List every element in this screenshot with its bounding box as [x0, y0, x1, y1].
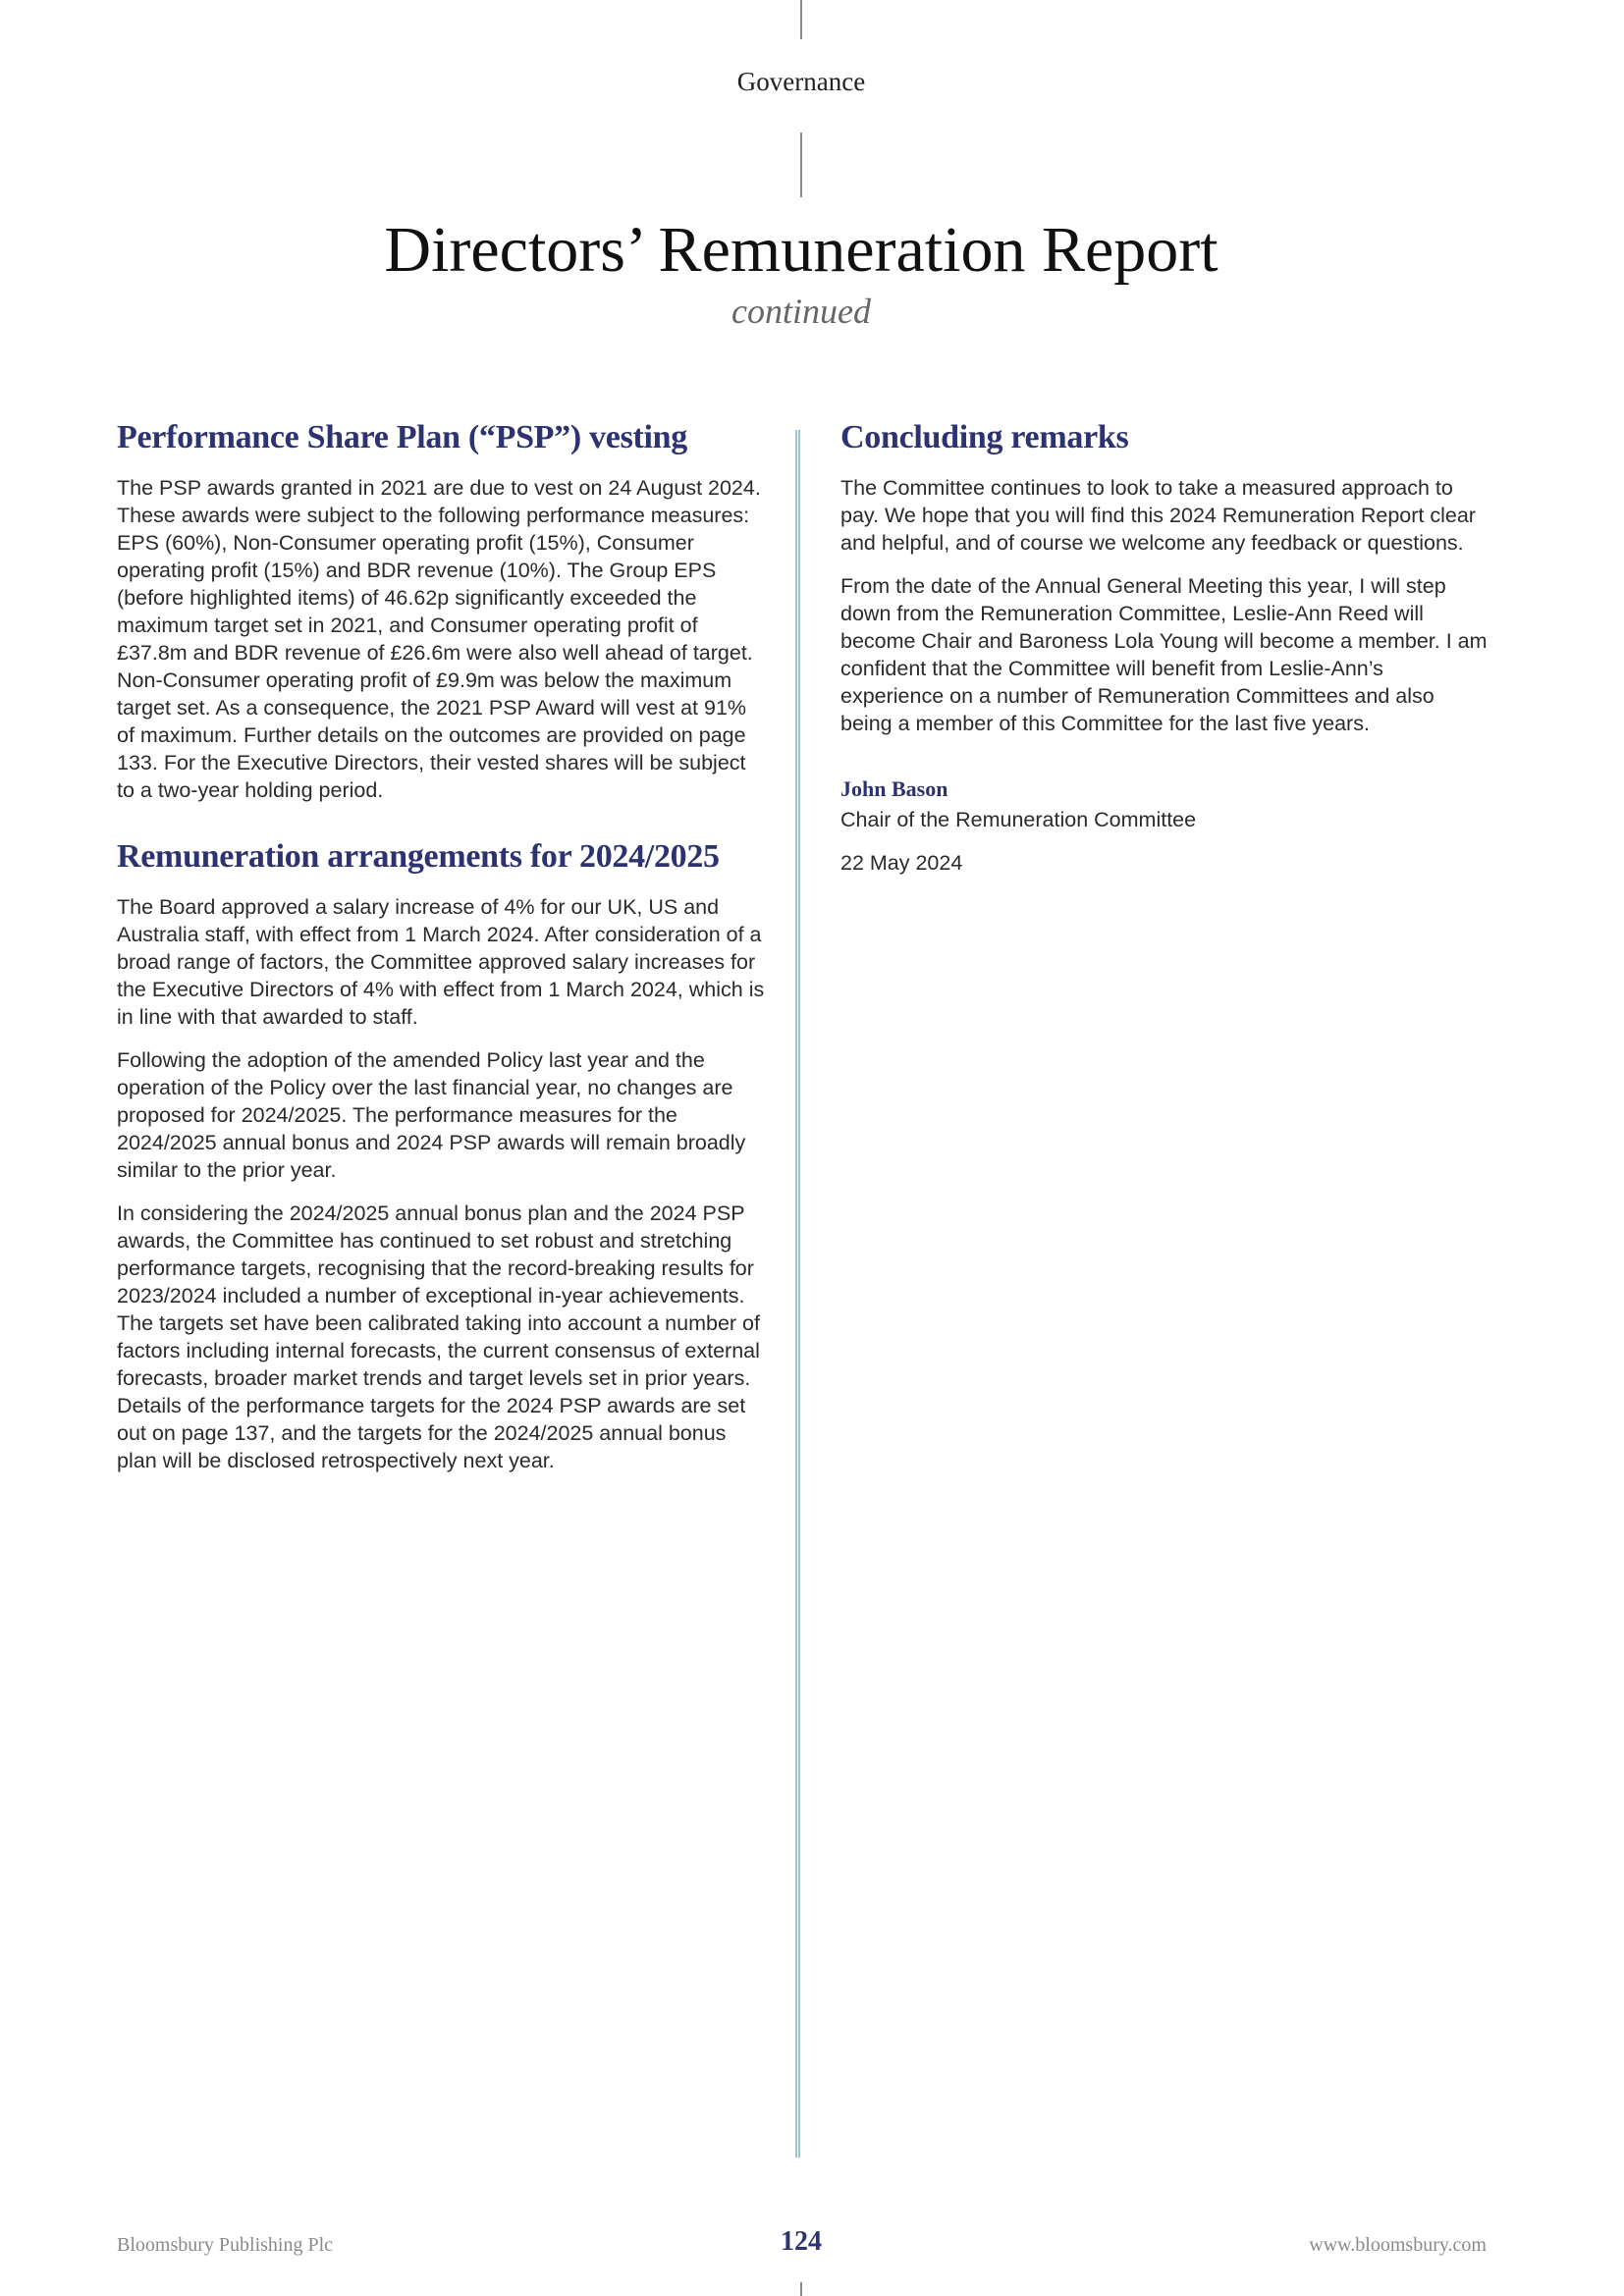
page-title: Directors’ Remuneration Report — [384, 214, 1218, 286]
footer-company: Bloomsbury Publishing Plc — [117, 2234, 334, 2256]
concluding-paragraph-2: From the date of the Annual General Meeting this year, I will step down from the Remuneration Committee, Leslie-Ann Reed will become Chair and Baroness Lola Young will become a member. I am confident that the Committee will benefit from Leslie-Ann’s experience on a number of Remuneration Committees and also being a member of this Committee for the last five years. — [840, 573, 1488, 735]
right-column — [840, 418, 1489, 877]
signatory-role: Chair of the Remuneration Committee — [840, 807, 1197, 831]
psp-vesting-section — [117, 418, 765, 804]
remuneration-arrangements-section — [117, 837, 765, 1474]
arrangements-paragraph-2: Following the adoption of the amended Policy last year and the operation of the Policy over the last financial year, no changes are proposed for 2024/2025. The performance measures for the 2024/2025 annual bonus and 2024 PSP awards will remain broadly similar to the prior year. — [117, 1047, 746, 1182]
signature-date: 22 May 2024 — [840, 850, 963, 875]
left-column — [117, 418, 765, 1490]
concluding-remarks-section — [840, 418, 1489, 737]
page-number: 124 — [781, 2226, 822, 2257]
top-rule — [800, 0, 802, 39]
signature-block — [840, 776, 1489, 877]
arrangements-paragraph-3: In considering the 2024/2025 annual bonus plan and the 2024 PSP awards, the Committee has continued to set robust and stretching performance targets, recognising that the record-breaking results for 2023/2024 included a number of exceptional in-year achievements. The targets set have been calibrated taking into account a number of factors including internal forecasts, the current consensus of external forecasts, broader market trends and target levels set in prior years. Details of the performance targets for the 2024 PSP awards are set out on page 137, and the targets for the 2024/2025 annual bonus plan will be disclosed retrospectively next year. — [117, 1201, 760, 1472]
psp-vesting-paragraph: The PSP awards granted in 2021 are due to vest on 24 August 2024. These awards were subject to the following performance measures: EPS (60%), Non-Consumer operating profit (15%), Consumer operating profit (15%) and BDR revenue (10%). The Group EPS (before highlighted items) of 46.62p significantly exceeded the maximum target set in 2021, and Consumer operating profit of £37.8m and BDR revenue of £26.6m were also well ahead of target. Non-Consumer operating profit of £9.9m was below the maximum target set. As a consequence, the 2021 PSP Award will vest at 91% of maximum. Further details on the outcomes are provided on page 133. For the Executive Directors, their vested shares will be subject to a two-year holding period. — [117, 475, 761, 802]
arrangements-paragraph-1: The Board approved a salary increase of 4% for our UK, US and Australia staff, with effect from 1 March 2024. After consideration of a broad range of factors, the Committee approved salary increases for the Executive Directors of 4% with effect from 1 March 2024, which is in line with that awarded to staff. — [117, 894, 765, 1029]
psp-vesting-heading: Performance Share Plan (“PSP”) vesting — [117, 419, 687, 455]
header-rule — [800, 133, 802, 197]
remuneration-arrangements-heading: Remuneration arrangements for 2024/2025 — [117, 837, 720, 875]
section-spacer — [117, 820, 765, 837]
section-label: Governance — [736, 67, 866, 96]
page-subtitle: continued — [731, 292, 871, 331]
footer-website[interactable]: www.bloomsbury.com — [1309, 2234, 1487, 2256]
concluding-paragraph-1: The Committee continues to look to take a measured approach to pay. We hope that you will find this 2024 Remuneration Report clear and helpful, and of course we welcome any feedback or questions. — [840, 475, 1476, 555]
column-divider — [795, 430, 800, 2158]
signatory-name: John Bason — [840, 775, 948, 801]
concluding-remarks-heading: Concluding remarks — [840, 419, 1129, 455]
bottom-rule — [800, 2282, 802, 2296]
